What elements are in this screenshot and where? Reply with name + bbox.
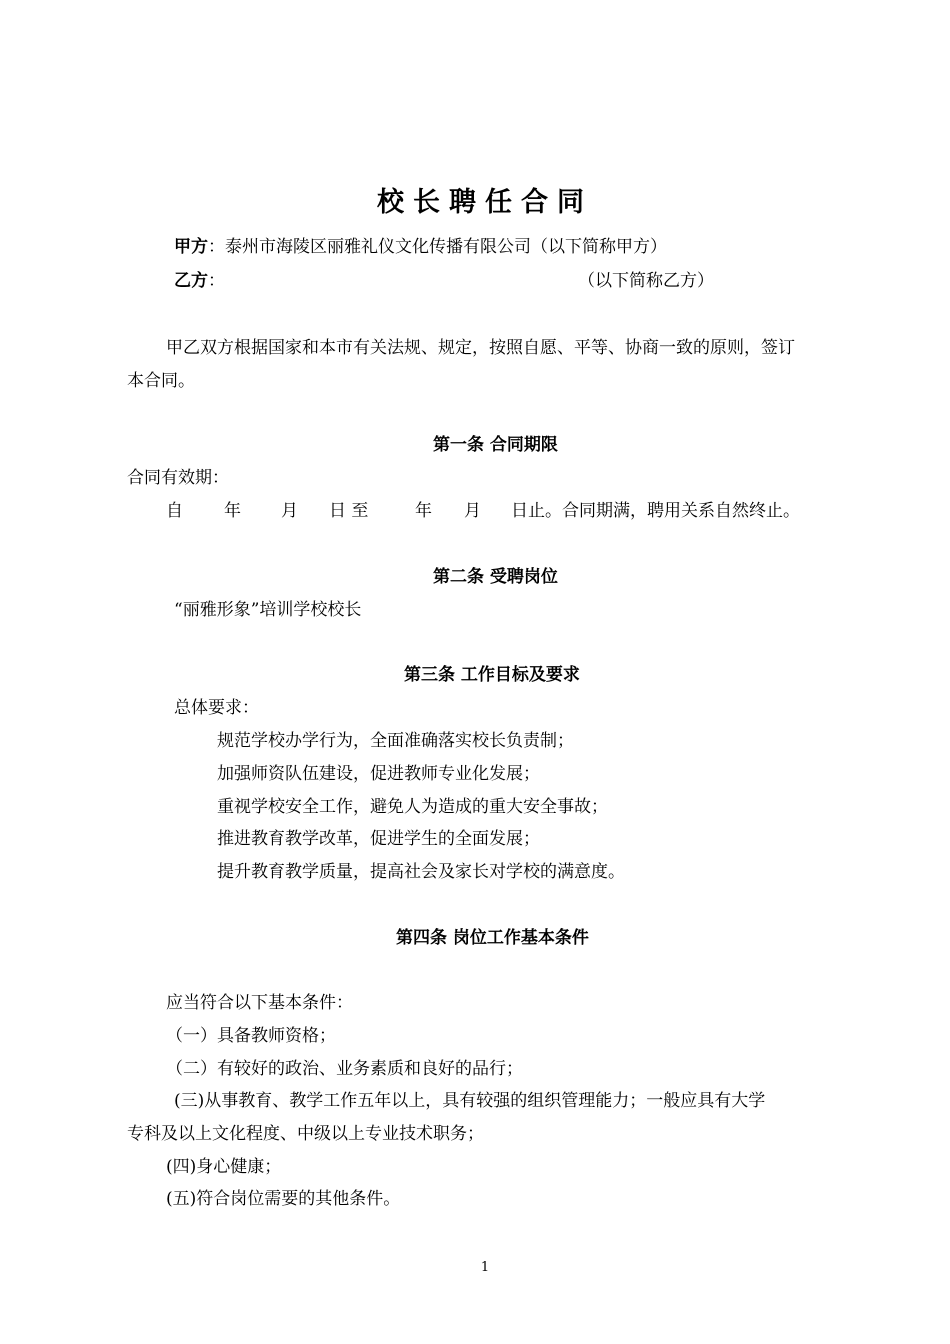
- period-from: 自: [166, 501, 183, 521]
- condition-item: (五)符合岗位需要的其他条件。: [166, 1189, 401, 1209]
- article-4-heading: 第四条 岗位工作基本条件: [396, 928, 589, 948]
- document-title: 校长聘任合同: [377, 187, 593, 218]
- article-1-heading: 第一条 合同期限: [433, 435, 558, 455]
- requirements-intro: 总体要求：: [174, 698, 259, 718]
- condition-item: (四)身心健康；: [166, 1157, 282, 1177]
- condition-item: （二）有较好的政治、业务素质和良好的品行；: [166, 1059, 523, 1079]
- party-a-label: 甲方: [174, 237, 208, 257]
- requirement-item: 重视学校安全工作，避免人为造成的重大安全事故；: [217, 797, 608, 817]
- position-text: “丽雅形象”培训学校校长: [174, 600, 362, 620]
- period-month-1: 月: [281, 501, 298, 521]
- condition-item: (三)从事教育、教学工作五年以上，具有较强的组织管理能力；一般应具有大学: [174, 1091, 766, 1111]
- requirement-item: 加强师资队伍建设，促进教师专业化发展；: [217, 764, 540, 784]
- period-end: 日止。合同期满，聘用关系自然终止。: [511, 501, 800, 521]
- validity-label: 合同有效期：: [127, 468, 229, 488]
- requirement-item: 规范学校办学行为，全面准确落实校长负责制；: [217, 731, 574, 751]
- preamble-line-1: 甲乙双方根据国家和本市有关法规、规定，按照自愿、平等、协商一致的原则，签订: [166, 338, 795, 358]
- party-a-text: ：泰州市海陵区丽雅礼仪文化传播有限公司（以下简称甲方）: [208, 237, 667, 257]
- party-b-suffix: （以下简称乙方）: [578, 271, 714, 291]
- page-number: 1: [480, 1260, 490, 1275]
- requirement-item: 提升教育教学质量，提高社会及家长对学校的满意度。: [217, 862, 625, 882]
- party-b-label: 乙方: [174, 271, 208, 291]
- period-year-1: 年: [224, 501, 241, 521]
- party-a-line: [174, 236, 667, 258]
- party-b-text: ：: [208, 271, 225, 291]
- party-b-line: [174, 270, 225, 292]
- requirement-item: 推进教育教学改革，促进学生的全面发展；: [217, 829, 540, 849]
- conditions-intro: 应当符合以下基本条件：: [166, 993, 353, 1013]
- period-month-2: 月: [464, 501, 481, 521]
- article-2-heading: 第二条 受聘岗位: [433, 567, 558, 587]
- article-3-heading: 第三条 工作目标及要求: [404, 665, 580, 685]
- condition-item: （一）具备教师资格；: [166, 1026, 336, 1046]
- period-year-2: 年: [415, 501, 432, 521]
- condition-item-continued: 专科及以上文化程度、中级以上专业技术职务；: [127, 1124, 484, 1144]
- period-day-to: 日 至: [329, 501, 369, 521]
- preamble-line-2: 本合同。: [127, 371, 195, 391]
